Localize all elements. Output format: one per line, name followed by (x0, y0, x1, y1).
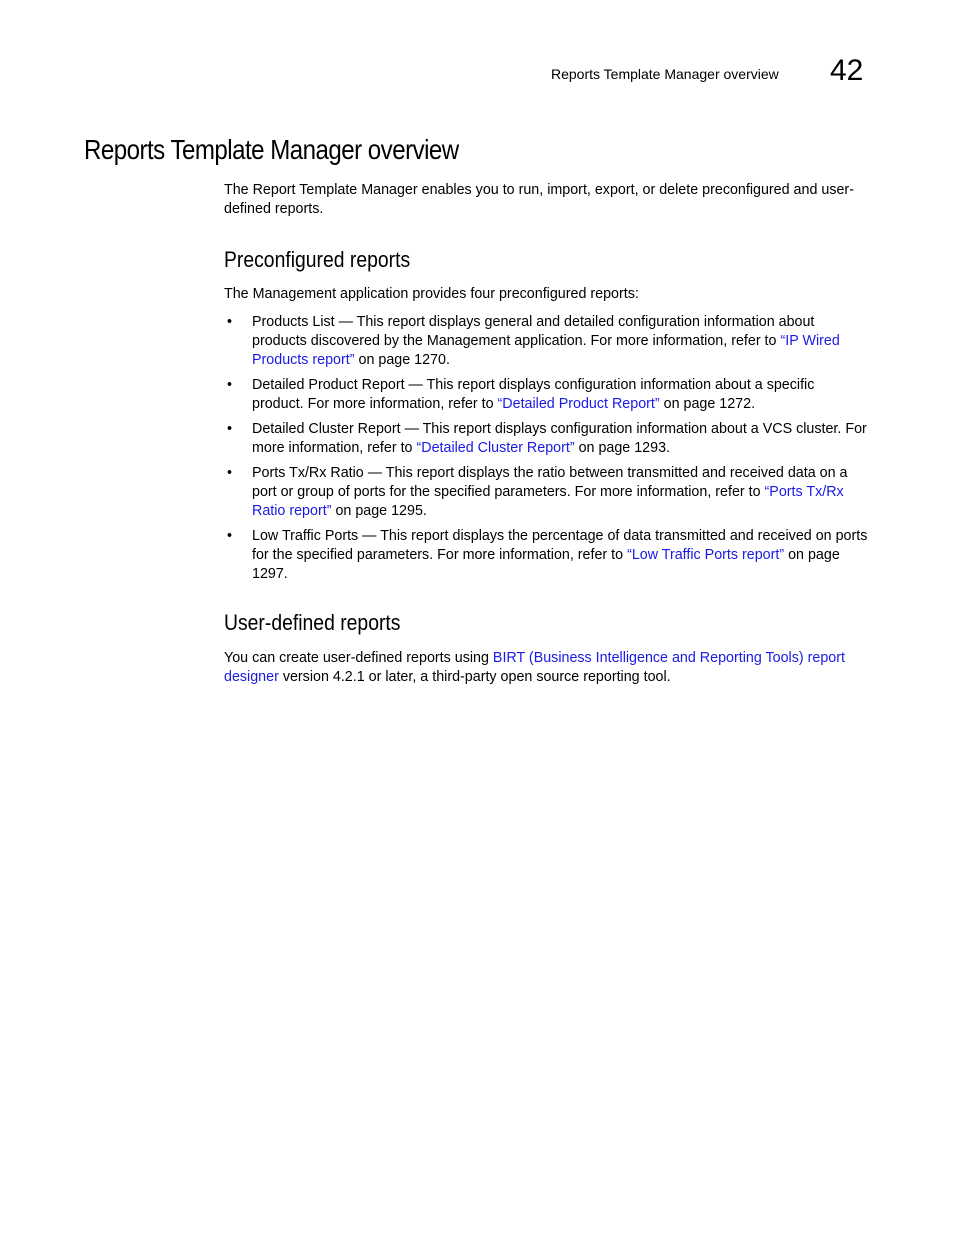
ports-tx-rx-ratio-link[interactable]: “Ports Tx/Rx Ratio report” (252, 484, 844, 519)
user-defined-paragraph (224, 649, 869, 687)
running-header: Reports Template Manager overview (551, 66, 779, 82)
detailed-cluster-report-link[interactable]: “Detailed Cluster Report” (416, 440, 575, 456)
preconfigured-body (224, 285, 869, 304)
bullet-icon: • (227, 528, 233, 544)
list-item (224, 464, 869, 521)
user-defined-section (224, 609, 869, 637)
preconfigured-intro: The Management application provides four preconfigured reports: (224, 286, 639, 302)
list-item-page-ref: on page 1270. (354, 352, 450, 368)
bullet-icon: • (227, 421, 233, 437)
ip-wired-products-link[interactable]: “IP Wired Products report” (252, 333, 840, 368)
preconfigured-list-container (224, 313, 869, 584)
preconfigured-section (224, 246, 869, 274)
list-item (224, 420, 869, 458)
low-traffic-ports-link[interactable]: “Low Traffic Ports report” (627, 547, 785, 563)
intro-paragraph: The Report Template Manager enables you to run, import, export, or delete preconfigured and user-defined reports. (224, 182, 854, 217)
list-item-text: Detailed Product Report — This report displays configuration information about a specific product. For more information, refer to (252, 377, 815, 412)
preconfigured-list (224, 313, 869, 584)
bullet-icon: • (227, 377, 233, 393)
list-item (224, 527, 869, 584)
user-defined-heading: User-defined reports (224, 610, 401, 635)
list-item-page-ref: on page 1297. (252, 547, 840, 582)
bullet-icon: • (227, 314, 233, 330)
list-item-page-ref: on page 1295. (331, 503, 427, 519)
list-item (224, 313, 869, 370)
page-title: Reports Template Manager overview (84, 134, 459, 165)
list-item-text: Detailed Cluster Report — This report displays configuration information about a VCS cluster. For more information, refer to (252, 421, 867, 456)
list-item-text: Low Traffic Ports — This report displays the percentage of data transmitted and received on ports for the specified parameters. For more information, refer to (252, 528, 868, 563)
preconfigured-heading: Preconfigured reports (224, 247, 411, 272)
detailed-product-report-link[interactable]: “Detailed Product Report” (497, 396, 660, 412)
bullet-icon: • (227, 465, 233, 481)
list-item-text: Ports Tx/Rx Ratio — This report displays the ratio between transmitted and received data on a port or group of ports for the specified parameters. For more information, refer to (252, 465, 848, 500)
list-item-page-ref: on page 1272. (659, 396, 756, 412)
list-item-text: Products List — This report displays general and detailed configuration information about products discovered by the Management application. For more information, refer to (252, 314, 815, 349)
user-defined-text-end: version 4.2.1 or later, a third-party open source reporting tool. (278, 669, 671, 685)
user-defined-body (224, 649, 869, 687)
list-item (224, 376, 869, 414)
intro-section (224, 181, 869, 219)
list-item-page-ref: on page 1293. (574, 440, 671, 456)
birt-designer-link[interactable]: BIRT (Business Intelligence and Reporting Tools) report designer (224, 650, 845, 685)
user-defined-text: You can create user-defined reports using (224, 650, 493, 666)
chapter-number: 42 (830, 54, 864, 87)
